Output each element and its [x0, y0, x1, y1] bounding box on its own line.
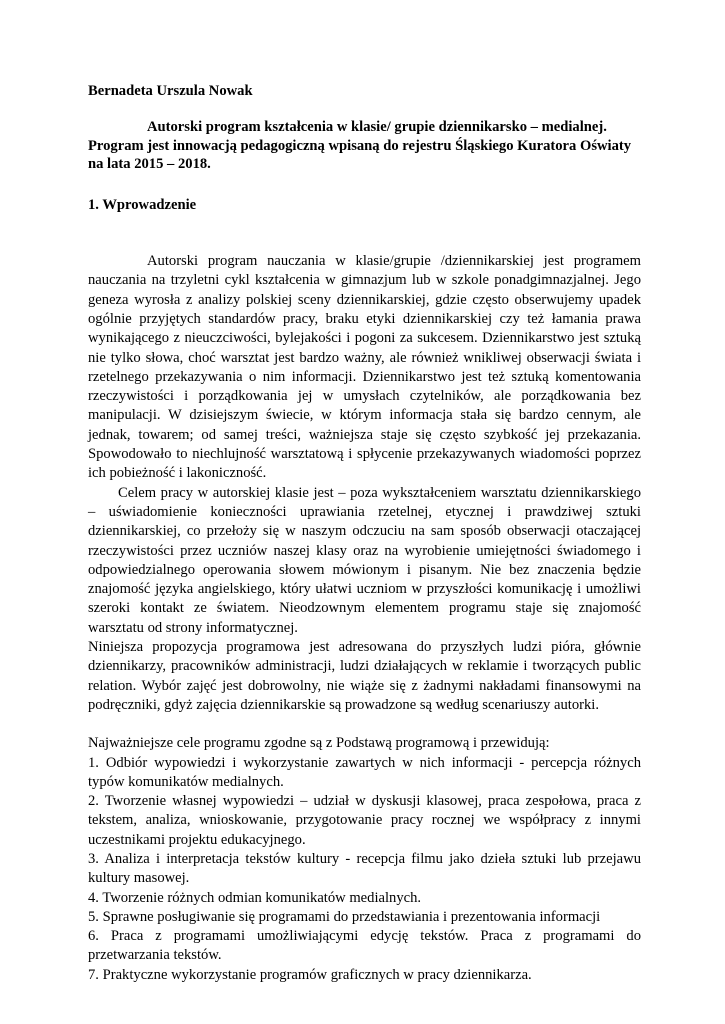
list-item: 2. Tworzenie własnej wypowiedzi – udział w dyskusji klasowej, praca zespołowa, praca z tekstem, analiza, wnioskowanie, przygotowanie pracy rocznej we współpracy z innymi uczestnikami projektu edukacyjnego.	[88, 793, 641, 848]
goals-list	[88, 754, 641, 986]
list-item: 4. Tworzenie różnych odmian komunikatów medialnych.	[88, 889, 422, 906]
author-name: Bernadeta Urszula Nowak	[88, 83, 253, 99]
paragraph-introduction: Autorski program nauczania w klasie/grupie /dziennikarskiej jest programem nauczania na trzyletni cykl kształcenia w gimnazjum lub w szkole ponadgimnazjalnej. Jego geneza wyrosła z analizy polskiej sceny dziennikarskiej, gdzie często obserwujemy upadek ogólnie przyjętych standardów pracy, braku etyki dziennikarskiej czy też łamania prawa wynikającego z nieuczciwości, bylejakości i pogoni za sukcesem. Dziennikarstwo jest sztuką nie tylko słowa, choć warsztat jest bardzo ważny, ale również wnikliwej obserwacji świata i rzetelnego przekazywania o nim informacji. Dziennikarstwo jest też sztuką komentowania rzeczywistości i porządkowania jej w umysłach czytelników, ale porządkowania bez manipulacji. W dzisiejszym świecie, w którym informacja stała się bardzo cennym, ale jednak, towarem; od samej treści, ważniejsza staje się często szybkość jej przekazania. Spowodowało to niechlujność warsztatową i spłycenie przekazywanych wiadomości poprzez ich pobieżność i lakoniczność.	[88, 253, 641, 482]
paragraph-target-audience: Niniejsza propozycja programowa jest adresowana do przyszłych ludzi pióra, głównie dziennikarzy, pracowników administracji, ludzi działających w reklamie i tworzących public relation. Wybór zajęć jest dobrowolny, nie wiąże się z żadnymi nakładami finansowymi na podręczniki, gdyż zajęcia dziennikarskie są prowadzone są według scenariuszy autorki.	[88, 639, 641, 713]
goals-intro: Najważniejsze cele programu zgodne są z Podstawą programową i przewidują:	[88, 735, 550, 752]
paragraph-goal-of-work: Celem pracy w autorskiej klasie jest – poza wykształceniem warsztatu dziennikarskiego – uświadomienie konieczności uprawiania rzetelnej, etycznej i prawdziwej sztuki dziennikarskiej, co przełoży się w naszym odczuciu na sam sposób obserwacji otaczającej rzeczywistości przez uczniów naszej klasy oraz na wyrobienie umiejętności świadomego i odpowiedzialnego operowania słowem mówionym i pisanym. Nie bez znaczenia będzie znajomość języka angielskiego, który ułatwi uczniom w przyszłości komunikację i umożliwi szeroki kontakt ze światem. Nieodzownym elementem programu staje się znajomość warsztatu od strony informatycznej.	[88, 484, 641, 636]
document-page	[88, 82, 641, 985]
list-item: 3. Analiza i interpretacja tekstów kultury - recepcja filmu jako dzieła sztuki lub przejawu kultury masowej.	[88, 851, 641, 887]
document-title: Autorski program kształcenia w klasie/ grupie dziennikarsko – medialnej. Program jest innowacją pedagogiczną wpisaną do rejestru Śląskiego Kuratora Oświaty na lata 2015 – 2018.	[88, 119, 632, 173]
list-item: 5. Sprawne posługiwanie się programami do przedstawiania i prezentowania informacji	[88, 908, 601, 925]
section-heading: 1. Wprowadzenie	[88, 196, 197, 213]
list-item: 1. Odbiór wypowiedzi i wykorzystanie zawartych w nich informacji - percepcja różnych typów komunikatów medialnych.	[88, 754, 641, 790]
list-item: 6. Praca z programami umożliwiającymi edycję tekstów. Praca z programami do przetwarzania tekstów.	[88, 928, 641, 964]
list-item: 7. Praktyczne wykorzystanie programów graficznych w pracy dziennikarza.	[88, 966, 532, 983]
